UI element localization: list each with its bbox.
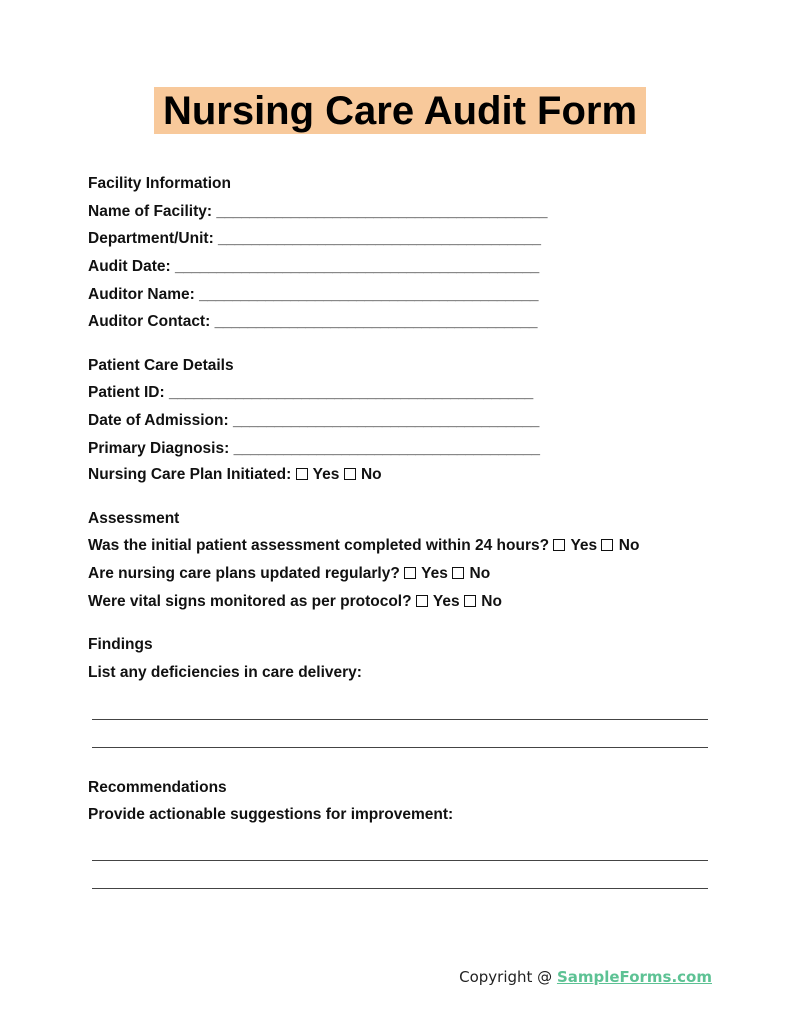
facility-heading: Facility Information [88,175,231,192]
facility-name-label: Name of Facility: [88,203,213,220]
findings-line-1[interactable] [92,719,708,720]
q3-no-checkbox[interactable] [464,595,476,607]
diagnosis-label: Primary Diagnosis: [88,440,230,457]
q2-yes-label: Yes [421,565,448,582]
patient-id-row[interactable] [88,383,533,403]
q2-yes-checkbox[interactable] [404,567,416,579]
patient-id-label: Patient ID: [88,384,165,401]
assessment-q2-label: Are nursing care plans updated regularly? [88,565,400,582]
assessment-heading: Assessment [88,510,180,527]
diagnosis-row[interactable] [88,439,540,459]
auditor-name-label: Auditor Name: [88,286,195,303]
department-row[interactable] [88,229,541,249]
q2-no-checkbox[interactable] [452,567,464,579]
auditor-contact-field[interactable]: _______________________________________ [214,313,538,330]
q1-no-checkbox[interactable] [601,539,613,551]
patient-heading: Patient Care Details [88,357,234,374]
care-plan-no-label: No [360,466,382,483]
q1-yes-checkbox[interactable] [553,539,565,551]
admission-row[interactable] [88,411,539,431]
q3-yes-checkbox[interactable] [416,595,428,607]
recommendations-line-2[interactable] [92,888,708,889]
q3-no-label: No [481,593,502,610]
brand-link[interactable]: SampleForms.com [556,968,712,986]
assessment-q3-row [88,592,502,612]
copyright-notice [459,968,712,986]
q2-no-label: No [469,565,491,582]
care-plan-label: Nursing Care Plan Initiated: [88,466,292,483]
audit-date-field[interactable]: ____________________________________________ [174,258,539,275]
department-field[interactable]: _______________________________________ [218,230,541,247]
auditor-contact-label: Auditor Contact: [88,313,211,330]
care-plan-yes-label: Yes [312,466,340,483]
findings-line-2[interactable] [92,747,708,748]
recommendations-prompt: Provide actionable suggestions for improvement: [88,806,454,823]
recommendations-line-1[interactable] [92,860,708,861]
facility-name-row[interactable] [88,202,547,222]
department-label: Department/Unit: [88,230,214,247]
auditor-contact-row[interactable] [88,312,537,332]
diagnosis-field[interactable]: _____________________________________ [233,440,540,457]
care-plan-no-checkbox[interactable] [344,468,356,480]
assessment-q3-label: Were vital signs monitored as per protocol? [88,593,412,610]
assessment-q2-row [88,564,490,584]
auditor-name-row[interactable] [88,285,538,305]
care-plan-row [88,465,382,485]
audit-date-row[interactable] [88,257,539,277]
audit-date-label: Audit Date: [88,258,171,275]
facility-name-field[interactable]: ________________________________________ [216,203,548,220]
q1-yes-label: Yes [570,537,598,554]
findings-heading: Findings [88,636,153,653]
auditor-name-field[interactable]: _________________________________________ [199,286,539,303]
q3-yes-label: Yes [432,593,460,610]
admission-field[interactable]: _____________________________________ [232,412,539,429]
admission-label: Date of Admission: [88,412,229,429]
findings-prompt: List any deficiencies in care delivery: [88,664,362,681]
care-plan-yes-checkbox[interactable] [296,468,308,480]
form-title: Nursing Care Audit Form [154,87,646,134]
q1-no-label: No [618,537,640,554]
assessment-q1-row [88,536,639,556]
recommendations-heading: Recommendations [88,779,227,796]
patient-id-field[interactable]: ____________________________________________ [168,384,533,401]
assessment-q1-label: Was the initial patient assessment completed within 24 hours? [88,537,550,554]
copyright-text: Copyright @ [459,968,553,986]
